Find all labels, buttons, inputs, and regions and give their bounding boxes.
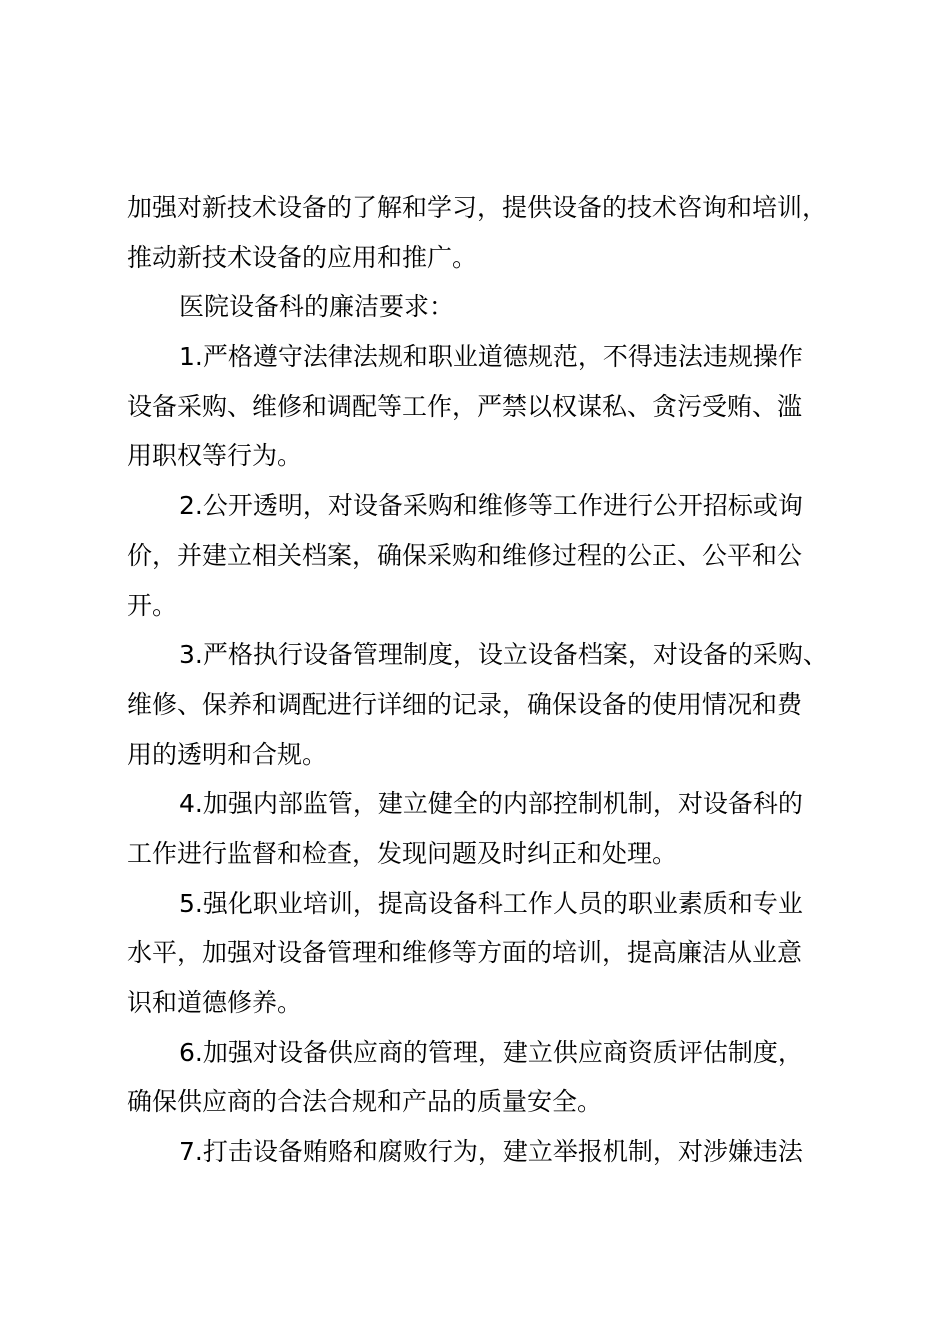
document-body — [127, 183, 837, 1177]
text-line: 维修、保养和调配进行详细的记录，确保设备的使用情况和费 — [127, 689, 803, 719]
text-line: 用的透明和合规。 — [127, 739, 328, 769]
text-line: 开。 — [127, 590, 178, 620]
text-line: 确保供应商的合法合规和产品的质量安全。 — [127, 1087, 603, 1117]
text-line: 用职权等行为。 — [127, 441, 303, 471]
text-line: 1.严格遵守法律法规和职业道德规范，不得违法违规操作 — [179, 342, 803, 372]
text-line: 4.加强内部监管，建立健全的内部控制机制，对设备科的 — [179, 789, 803, 819]
text-line: 6.加强对设备供应商的管理，建立供应商资质评估制度， — [179, 1037, 803, 1067]
text-line: 价，并建立相关档案，确保采购和维修过程的公正、公平和公 — [127, 540, 803, 570]
text-line: 水平，加强对设备管理和维修等方面的培训，提高廉洁从业意 — [127, 938, 803, 968]
text-line: 推动新技术设备的应用和推广。 — [127, 242, 478, 272]
text-line: 5.强化职业培训，提高设备科工作人员的职业素质和专业 — [179, 888, 803, 918]
text-line: 2.公开透明，对设备采购和维修等工作进行公开招标或询 — [179, 491, 803, 521]
text-line: 7.打击设备贿赂和腐败行为，建立举报机制，对涉嫌违法 — [179, 1137, 803, 1167]
section-heading: 医院设备科的廉洁要求： — [179, 292, 455, 322]
text-line: 加强对新技术设备的了解和学习，提供设备的技术咨询和培训， — [127, 193, 828, 222]
text-line: 3.严格执行设备管理制度，设立设备档案，对设备的采购、 — [179, 640, 828, 670]
text-line: 识和道德修养。 — [127, 988, 303, 1017]
text-line: 设备采购、维修和调配等工作，严禁以权谋私、贪污受贿、滥 — [127, 391, 803, 421]
text-line: 工作进行监督和检查，发现问题及时纠正和处理。 — [127, 838, 678, 868]
